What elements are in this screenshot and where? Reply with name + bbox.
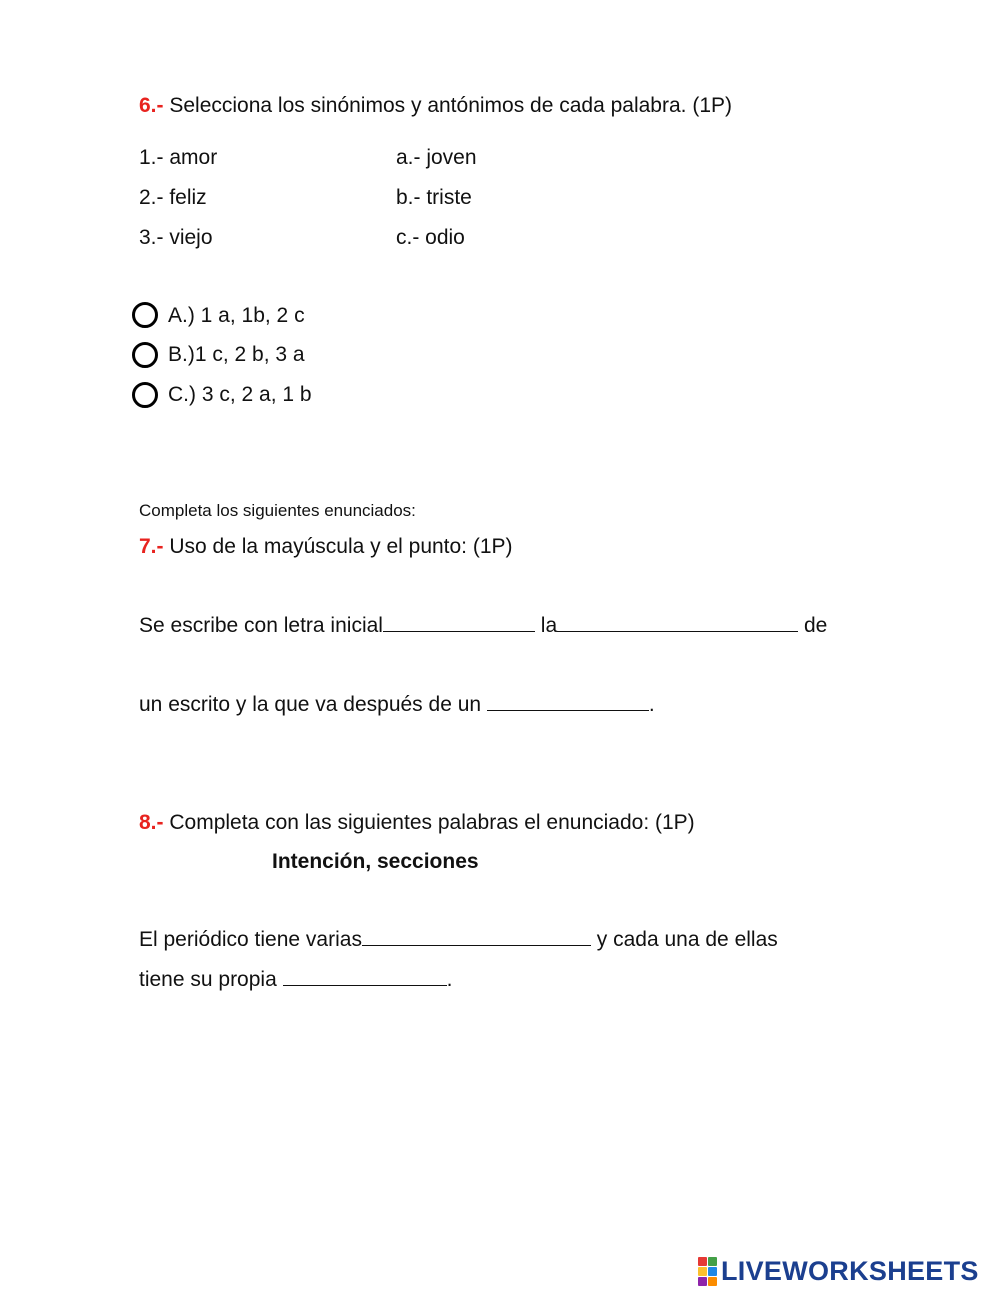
option-c-label: C.) 3 c, 2 a, 1 b bbox=[168, 383, 312, 406]
word-right-b: b.- triste bbox=[396, 186, 472, 209]
word-left-3: 3.- viejo bbox=[139, 226, 213, 249]
radio-option-a[interactable] bbox=[132, 302, 158, 328]
logo-block bbox=[698, 1257, 707, 1266]
q7-text-1b: la bbox=[540, 614, 558, 637]
logo-block bbox=[708, 1267, 717, 1276]
radio-option-c[interactable] bbox=[132, 382, 158, 408]
q7-blank-1[interactable] bbox=[383, 613, 535, 632]
q7-blank-2[interactable] bbox=[557, 613, 798, 632]
logo-block bbox=[708, 1277, 717, 1286]
q7-text-1c: de bbox=[804, 614, 828, 637]
option-a-label: A.) 1 a, 1b, 2 c bbox=[168, 304, 305, 327]
q8-text-1a: El periódico tiene varias bbox=[139, 928, 362, 951]
logo-block bbox=[708, 1257, 717, 1266]
q8-text-2end: . bbox=[446, 968, 453, 991]
question-number: 7.- bbox=[139, 535, 164, 558]
logo-blocks-icon bbox=[698, 1257, 717, 1286]
logo-text: LIVEWORKSHEETS bbox=[721, 1255, 979, 1286]
question-prompt: Completa con las siguientes palabras el enunciado: (1P) bbox=[169, 811, 695, 834]
option-b-label: B.)1 c, 2 b, 3 a bbox=[168, 343, 305, 366]
word-bank: Intención, secciones bbox=[272, 850, 479, 873]
question-8-heading bbox=[139, 810, 695, 836]
q8-sentence-line-1 bbox=[139, 927, 778, 953]
q7-sentence-line-2 bbox=[139, 692, 655, 718]
q7-text-2a: un escrito y la que va después de un bbox=[139, 693, 482, 716]
word-right-c: c.- odio bbox=[396, 226, 465, 249]
radio-option-b[interactable] bbox=[132, 342, 158, 368]
q8-blank-2[interactable] bbox=[283, 967, 447, 986]
word-left-1: 1.- amor bbox=[139, 146, 218, 169]
question-6-heading bbox=[139, 93, 732, 119]
q7-text-1a: Se escribe con letra inicial bbox=[139, 614, 383, 637]
q8-text-1b: y cada una de ellas bbox=[596, 928, 778, 951]
q7-text-2end: . bbox=[648, 693, 655, 716]
question-number: 6.- bbox=[139, 94, 164, 117]
question-7-heading bbox=[139, 534, 513, 560]
q8-sentence-line-2 bbox=[139, 967, 452, 993]
word-left-2: 2.- feliz bbox=[139, 186, 207, 209]
logo-block bbox=[698, 1277, 707, 1286]
question-prompt: Uso de la mayúscula y el punto: (1P) bbox=[169, 535, 513, 558]
q8-blank-1[interactable] bbox=[362, 927, 591, 946]
logo-block bbox=[698, 1267, 707, 1276]
word-right-a: a.- joven bbox=[396, 146, 477, 169]
instruction-text: Completa los siguientes enunciados: bbox=[139, 501, 416, 520]
q7-sentence-line-1 bbox=[139, 613, 827, 639]
question-prompt: Selecciona los sinónimos y antónimos de cada palabra. (1P) bbox=[169, 94, 733, 117]
question-number: 8.- bbox=[139, 811, 164, 834]
liveworksheets-logo[interactable] bbox=[698, 1255, 979, 1287]
q8-text-2a: tiene su propia bbox=[139, 968, 277, 991]
q7-blank-3[interactable] bbox=[487, 692, 649, 711]
